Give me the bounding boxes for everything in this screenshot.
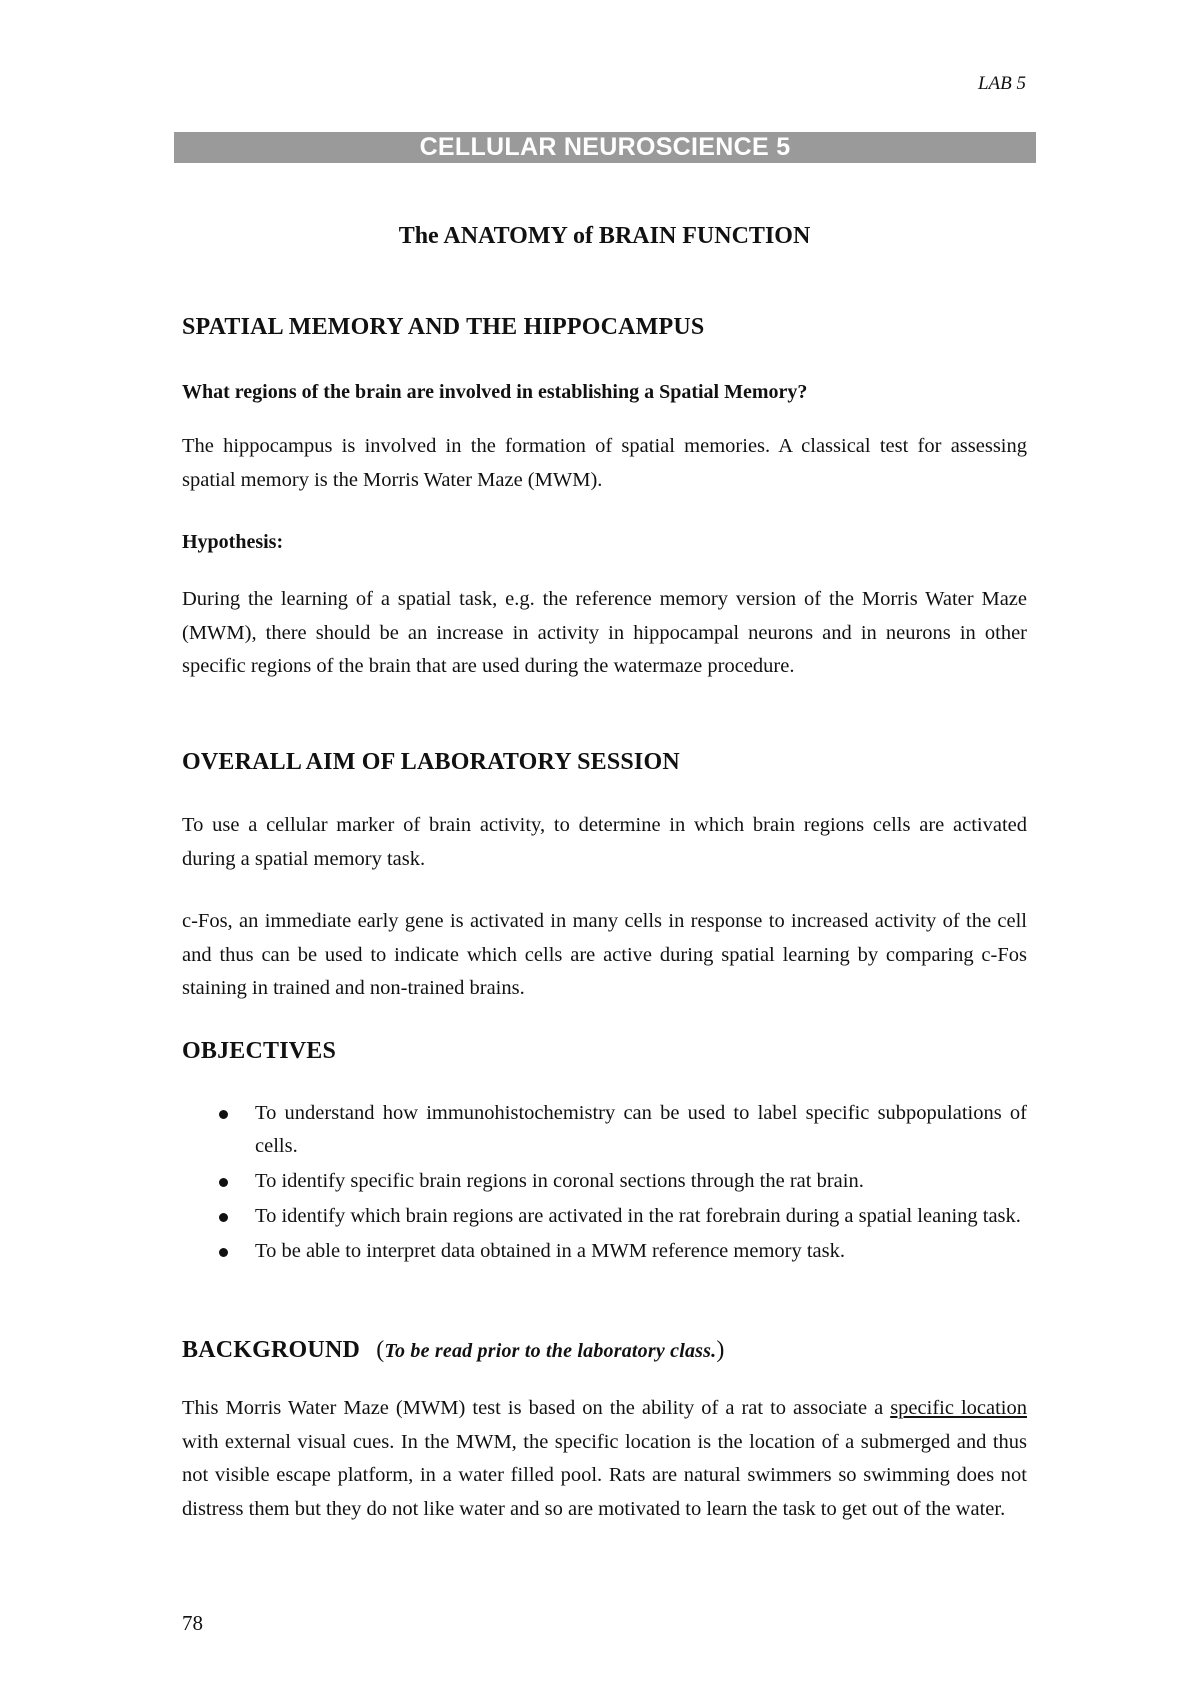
section-heading-overall-aim: OVERALL AIM OF LABORATORY SESSION <box>182 749 680 775</box>
page-title: The ANATOMY of BRAIN FUNCTION <box>398 223 811 249</box>
list-item: To identify which brain regions are activated in the rat forebrain during a spatial leaning task. <box>182 1200 1027 1233</box>
paragraph-aim: To use a cellular marker of brain activity, to determine in which brain regions cells are activated during a spatial memory task. <box>182 814 1027 870</box>
underlined-term: specific location <box>890 1397 1027 1419</box>
section-heading-spatial-memory: SPATIAL MEMORY AND THE HIPPOCAMPUS <box>182 314 705 340</box>
bullet-icon <box>219 1248 228 1257</box>
research-question: What regions of the brain are involved in establishing a Spatial Memory? <box>182 381 808 403</box>
paragraph-cfos: c-Fos, an immediate early gene is activated in many cells in response to increased activity of the cell and thus can be used to indicate which cells are active during spatial learning by comparing c-Fos staining in trained and non-trained brains. <box>182 910 1027 999</box>
lab-label: LAB 5 <box>977 73 1026 94</box>
background-note-close: ) <box>716 1337 725 1363</box>
bullet-icon <box>219 1178 228 1187</box>
list-item: To identify specific brain regions in coronal sections through the rat brain. <box>182 1165 1027 1198</box>
background-heading-text: BACKGROUND <box>182 1337 361 1363</box>
background-note-open: ( <box>376 1337 385 1363</box>
bullet-icon <box>219 1213 228 1222</box>
hypothesis-label: Hypothesis: <box>182 531 284 553</box>
list-item: To understand how immunohistochemistry can be used to label specific subpopulations of cells. <box>182 1097 1027 1163</box>
background-note: To be read prior to the laboratory class. <box>384 1340 717 1362</box>
paragraph-hippocampus: The hippocampus is involved in the formation of spatial memories. A classical test for assessing spatial memory is the Morris Water Maze (MWM). <box>182 435 1027 491</box>
page-number: 78 <box>182 1611 203 1635</box>
section-heading-background <box>182 1337 725 1364</box>
paragraph-hypothesis: During the learning of a spatial task, e.g. the reference memory version of the Morris Water Maze (MWM), there should be an increase in activity in hippocampal neurons and in neurons in other specific regions of the brain that are used during the watermaze procedure. <box>182 588 1027 677</box>
bullet-icon <box>219 1110 228 1119</box>
course-banner: CELLULAR NEUROSCIENCE 5 <box>174 132 1036 163</box>
list-item: To be able to interpret data obtained in a MWM reference memory task. <box>182 1235 1027 1268</box>
paragraph-background: This Morris Water Maze (MWM) test is based on the ability of a rat to associate a specific location with external visual cues. In the MWM, the specific location is the location of a submerged and thus not visible escape platform, in a water filled pool. Rats are natural swimmers so swimming does not distress them but they do not like water and so are motivated to learn the task to get out of the water. <box>182 1397 1027 1520</box>
section-heading-objectives: OBJECTIVES <box>182 1038 337 1064</box>
objectives-list <box>182 1097 1027 1270</box>
